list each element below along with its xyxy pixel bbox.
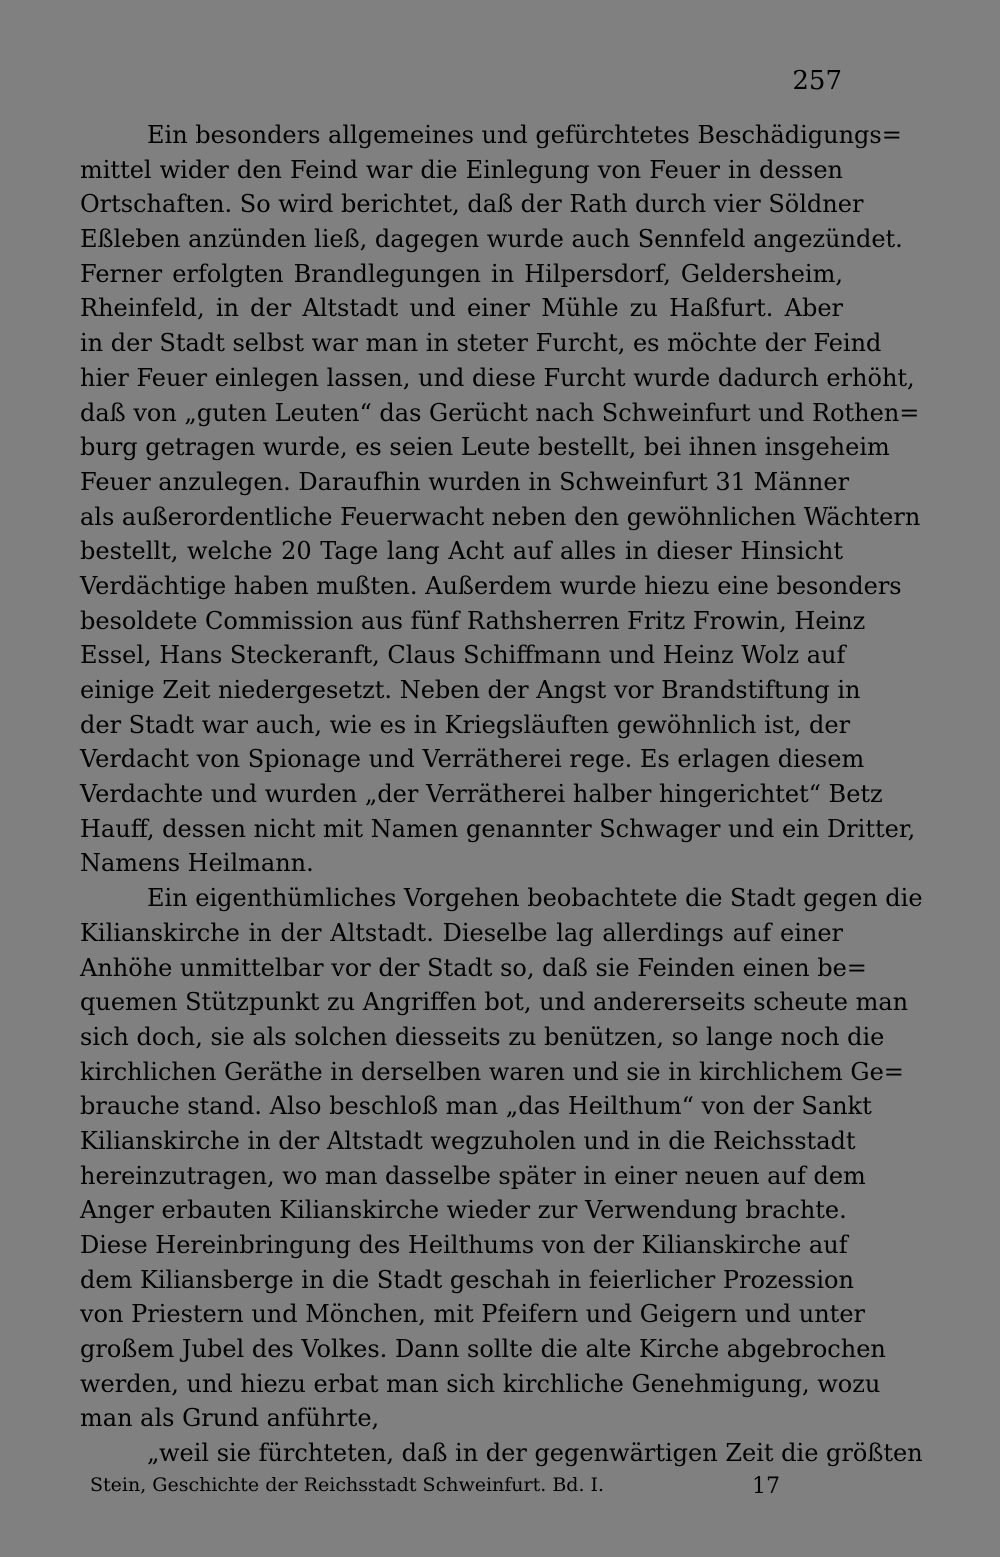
text-line: daß von „guten Leuten“ das Gerücht nach Schweinfurt und Rothen= xyxy=(80,398,920,427)
text-line: Kilianskirche in der Altstadt. Dieselbe lag allerdings auf einer xyxy=(80,918,843,947)
text-line: Ferner erfolgten Brandlegungen in Hilpersdorf, Geldersheim, xyxy=(80,259,843,288)
text-line: besoldete Commission aus fünf Rathsherren Fritz Frowin, Heinz xyxy=(80,606,866,635)
page-number: 257 xyxy=(792,66,842,96)
text-line: Diese Hereinbringung des Heilthums von der Kilianskirche auf xyxy=(80,1231,848,1259)
text-line: Verdächtige haben mußten. Außerdem wurde hiezu eine besonders xyxy=(80,571,902,600)
body-text xyxy=(80,118,923,1471)
footer-citation: Stein, Geschichte der Reichsstadt Schweinfurt. Bd. I. xyxy=(90,1474,605,1496)
text-line: Rheinfeld, in der Altstadt und einer Mühle zu Haßfurt. Aber xyxy=(80,294,843,323)
text-line: einige Zeit niedergesetzt. Neben der Angst vor Brandstiftung in xyxy=(80,676,861,704)
footer-signature: 17 xyxy=(752,1474,780,1499)
text-line: werden, und hiezu erbat man sich kirchliche Genehmigung, wozu xyxy=(80,1369,881,1398)
text-line: Namens Heilmann. xyxy=(80,849,314,878)
text-line: Anhöhe unmittelbar vor der Stadt so, daß sie Feinden einen be= xyxy=(80,953,867,982)
text-line: burg getragen wurde, es seien Leute bestellt, bei ihnen insgeheim xyxy=(80,433,890,462)
text-line: brauche stand. Also beschloß man „das Heilthum“ von der Sankt xyxy=(80,1092,872,1121)
text-line: kirchlichen Geräthe in derselben waren und sie in kirchlichem Ge= xyxy=(80,1057,904,1086)
text-line: großem Jubel des Volkes. Dann sollte die alte Kirche abgebrochen xyxy=(80,1335,886,1364)
text-line: Eßleben anzünden ließ, dagegen wurde auch Sennfeld angezündet. xyxy=(80,225,903,254)
text-line: mittel wider den Feind war die Einlegung von Feuer in dessen xyxy=(80,155,843,184)
text-line: man als Grund anführte, xyxy=(80,1404,380,1433)
text-line: Verdacht von Spionage und Verrätherei rege. Es erlagen diesem xyxy=(80,745,865,774)
text-line: bestellt, welche 20 Tage lang Acht auf alles in dieser Hinsicht xyxy=(80,537,843,566)
text-line: hereinzutragen, wo man dasselbe später in einer neuen auf dem xyxy=(80,1161,866,1190)
text-line: der Stadt war auch, wie es in Kriegsläuften gewöhnlich ist, der xyxy=(80,710,851,739)
text-line: Ein besonders allgemeines und gefürchtetes Beschädigungs= xyxy=(147,121,902,149)
text-line: Anger erbauten Kilianskirche wieder zur Verwendung brachte. xyxy=(80,1196,847,1225)
text-line: Ein eigenthümliches Vorgehen beobachtete die Stadt gegen die xyxy=(147,884,923,913)
text-line: als außerordentliche Feuerwacht neben den gewöhnlichen Wächtern xyxy=(80,502,921,531)
text-line: hier Feuer einlegen lassen, und diese Furcht wurde dadurch erhöht, xyxy=(80,363,915,392)
page-footer xyxy=(90,1474,780,1499)
text-line: Hauff, dessen nicht mit Namen genannter Schwager und ein Dritter, xyxy=(80,814,916,843)
text-line: „weil sie fürchteten, daß in der gegenwärtigen Zeit die größten xyxy=(147,1439,923,1468)
text-line: von Priestern und Mönchen, mit Pfeifern und Geigern und unter xyxy=(80,1300,866,1329)
text-line: dem Kiliansberge in die Stadt geschah in feierlicher Prozession xyxy=(80,1265,854,1294)
text-line: Kilianskirche in der Altstadt wegzuholen und in die Reichsstadt xyxy=(80,1126,856,1155)
text-line: Feuer anzulegen. Daraufhin wurden in Schweinfurt 31 Männer xyxy=(80,467,850,496)
text-line: Ortschaften. So wird berichtet, daß der Rath durch vier Söldner xyxy=(80,190,864,219)
text-line: in der Stadt selbst war man in steter Furcht, es möchte der Feind xyxy=(80,329,882,358)
text-line: Verdachte und wurden „der Verrätherei halber hingerichtet“ Betz xyxy=(80,780,883,809)
text-line: Essel, Hans Steckeranft, Claus Schiffmann und Heinz Wolz auf xyxy=(80,641,846,670)
text-line: sich doch, sie als solchen diesseits zu benützen, so lange noch die xyxy=(80,1022,885,1051)
text-line: quemen Stützpunkt zu Angriffen bot, und andererseits scheute man xyxy=(80,988,909,1017)
